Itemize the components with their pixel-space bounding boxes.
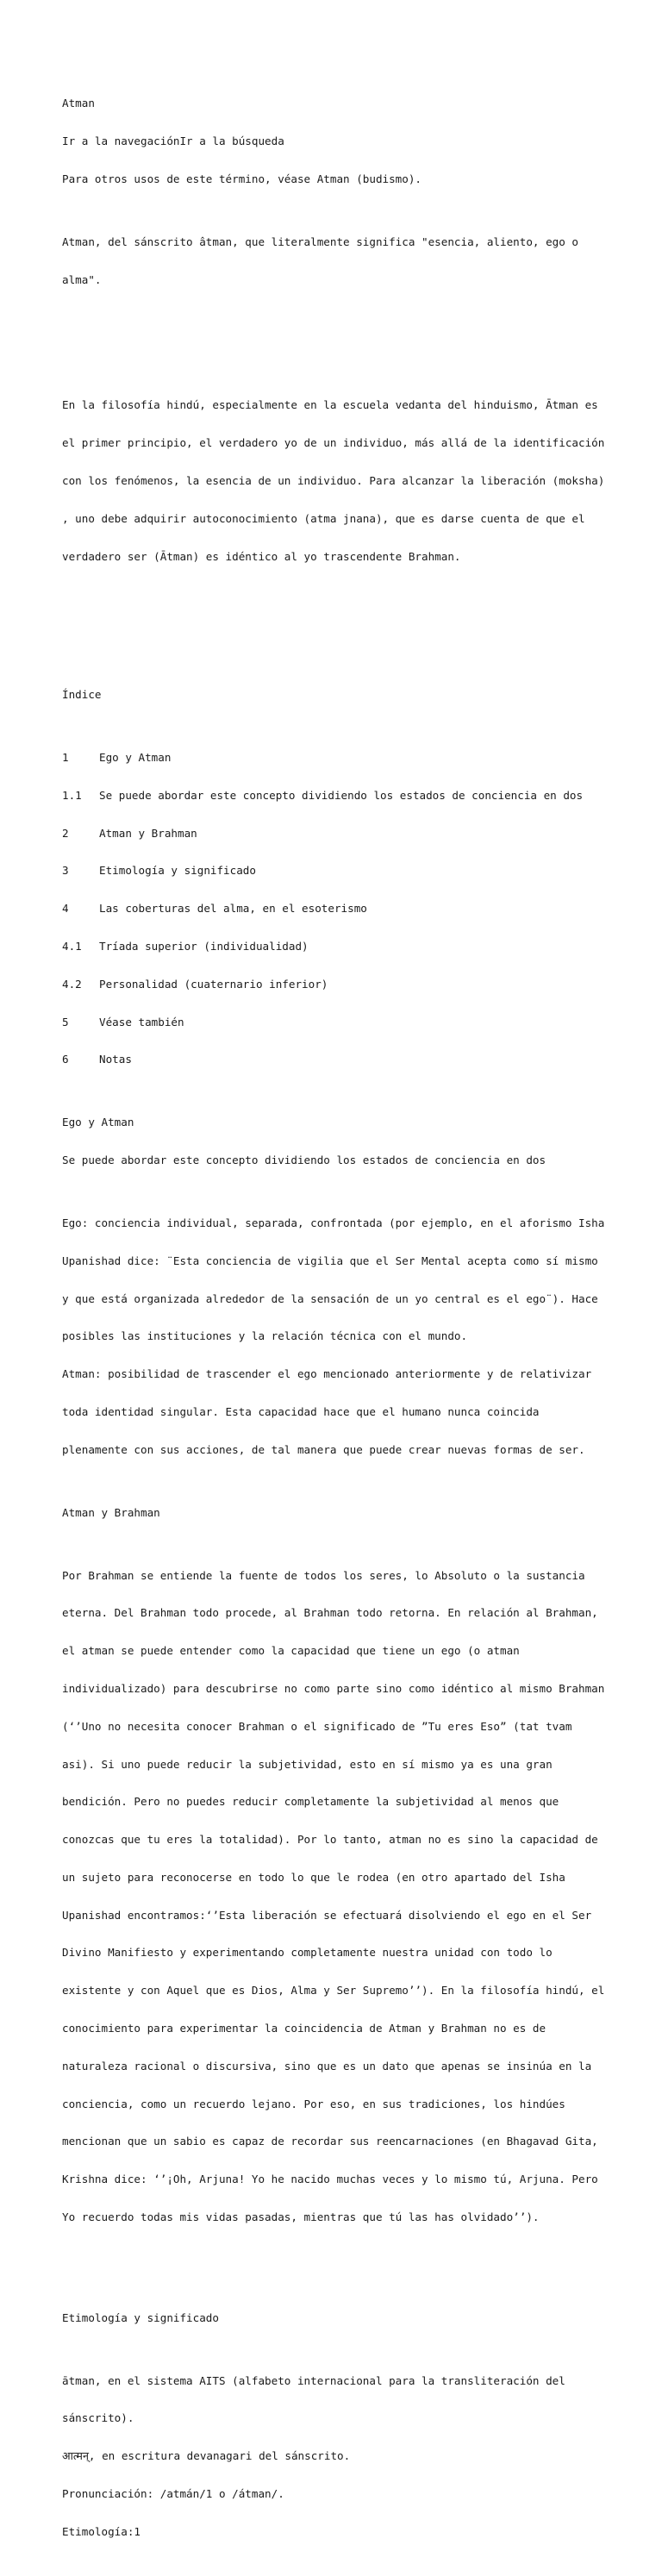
toc-label: Ego y Atman (99, 751, 172, 765)
etymology-line: आत्मन्, en escritura devanagari del sánscrito. (62, 2449, 351, 2463)
section-heading-etymology: Etimología y significado (62, 2310, 219, 2324)
brahman-line: conozcas que tu eres la totalidad). Por lo tanto, atman no es sino la capacidad de (62, 1833, 598, 1847)
toc-number: 4.1 (62, 939, 82, 953)
ego-paragraph (62, 1192, 614, 1482)
toc-label: Atman y Brahman (99, 826, 197, 840)
toc-label: Las coberturas del alma, en el esoterismo (99, 902, 367, 916)
toc-number: 3 (62, 864, 69, 878)
brahman-line: Krishna dice: ‘’¡Oh, Arjuna! Yo he nacido muchas veces y lo mismo tú, Arjuna. Pero (62, 2173, 598, 2186)
spacer (62, 2274, 614, 2287)
etymology-line: Pronunciación: /atmán/1 o /átman/. (62, 2487, 284, 2500)
definition-paragraph (62, 211, 614, 312)
intro-line: verdadero ser (Ātman) es idéntico al yo trascendente Brahman. (62, 549, 461, 563)
brahman-line: conocimiento para experimentar la coincidencia de Atman y Brahman no es de (62, 2022, 546, 2035)
definition-line: Atman, del sánscrito âtman, que literalmente significa "esencia, aliento, ego o (62, 234, 578, 248)
intro-line: En la filosofía hindú, especialmente en la escuela vedanta del hinduismo, Ātman es (62, 398, 598, 412)
brahman-line: naturaleza racional o discursiva, sino que es un dato que apenas se insinúa en la (62, 2059, 592, 2073)
intro-line: el primer principio, el verdadero yo de un individuo, más allá de la identificación (62, 436, 605, 450)
brahman-line: mencionan que un sabio es capaz de recordar sus reencarnaciones (en Bhagavad Gita, (62, 2135, 598, 2148)
toc-item[interactable] (62, 752, 614, 765)
toc-item[interactable] (62, 903, 614, 916)
ego-line: toda identidad singular. Esta capacidad hace que el humano nunca coincida (62, 1404, 540, 1418)
ego-line: y que está organizada alrededor de la sensación de un yo central es el ego¨). Hace (62, 1291, 598, 1305)
toc-item[interactable] (62, 941, 614, 953)
section-heading-ego: Ego y Atman (62, 1116, 134, 1129)
intro-line: con los fenómenos, la esencia de un individuo. Para alcanzar la liberación (moksha) (62, 474, 605, 487)
toc-number: 1 (62, 751, 69, 765)
etymology-line: ātman, en el sistema AITS (alfabeto internacional para la transliteración del (62, 2373, 565, 2387)
toc-title: Índice (62, 688, 102, 702)
toc-item[interactable] (62, 865, 614, 878)
intro-paragraph (62, 374, 614, 588)
toc-item[interactable] (62, 828, 614, 841)
spacer (62, 651, 614, 664)
brahman-line: asi). Si uno puede reducir la subjetividad, esto en sí mismo ya es una gran (62, 1757, 553, 1771)
toc-item[interactable] (62, 1016, 614, 1029)
toc-label: Etimología y significado (99, 864, 256, 878)
definition-line: alma". (62, 272, 102, 286)
toc-label: Tríada superior (individualidad) (99, 939, 309, 953)
table-of-contents (62, 727, 614, 1091)
subsection-heading-ego: Se puede abordar este concepto dividiendo los estados de conciencia en dos (62, 1154, 546, 1167)
document-page (62, 72, 614, 2576)
section-heading-brahman: Atman y Brahman (62, 1505, 160, 1519)
toc-label: Se puede abordar este concepto dividiendo los estados de conciencia en dos (99, 788, 584, 802)
doc-title: Atman (62, 97, 95, 110)
brahman-line: individualizado) para descubrirse no como parte sino como idéntico al mismo Brahman (62, 1682, 605, 1695)
brahman-line: existente y con Aquel que es Dios, Alma y Ser Supremo’’). En la filosofía hindú, el (62, 1984, 605, 1998)
toc-label: Personalidad (cuaternario inferior) (99, 977, 328, 991)
nav-links: Ir a la navegaciónIr a la búsqueda (62, 134, 284, 147)
ego-line: Atman: posibilidad de trascender el ego mencionado anteriormente y de relativizar (62, 1367, 592, 1381)
toc-item[interactable] (62, 979, 614, 991)
brahman-line: conciencia, como un recuerdo lejano. Por eso, en sus tradiciones, los hindúes (62, 2097, 565, 2110)
toc-item[interactable] (62, 790, 614, 803)
intro-line: , uno debe adquirir autoconocimiento (atma jnana), que es darse cuenta de que el (62, 511, 585, 525)
toc-number: 6 (62, 1053, 69, 1066)
toc-label: Véase también (99, 1015, 184, 1029)
etymology-line: sánscrito). (62, 2411, 134, 2425)
toc-number: 4 (62, 902, 69, 916)
spacer (62, 336, 614, 349)
other-uses-note: Para otros usos de este término, véase Atman (budismo). (62, 172, 422, 185)
brahman-line: un sujeto para reconocerse en todo lo que le rodea (en otro apartado del Isha (62, 1870, 565, 1884)
spacer (62, 614, 614, 627)
brahman-line: bendición. Pero no puedes reducir completamente la subjetividad al menos que (62, 1795, 559, 1809)
ego-line: posibles las instituciones y la relación técnica con el mundo. (62, 1329, 468, 1343)
brahman-line: Upanishad encontramos:‘’Esta liberación se efectuará disolviendo el ego en el Ser (62, 1908, 592, 1922)
brahman-line: el atman se puede entender como la capacidad que tiene un ego (o atman (62, 1644, 520, 1658)
brahman-line: Divino Manifiesto y experimentando completamente nuestra unidad con todo lo (62, 1946, 553, 1960)
toc-item[interactable] (62, 1054, 614, 1066)
brahman-line: eterna. Del Brahman todo procede, al Brahman todo retorna. En relación al Brahman, (62, 1606, 598, 1620)
etymology-paragraph (62, 2349, 614, 2563)
etymology-line: Etimología:1 (62, 2524, 141, 2538)
brahman-line: Por Brahman se entiende la fuente de todos los seres, lo Absoluto o la sustancia (62, 1568, 585, 1582)
toc-number: 4.2 (62, 977, 82, 991)
brahman-paragraph (62, 1544, 614, 2248)
ego-line: Upanishad dice: ¨Esta conciencia de vigilia que el Ser Mental acepta como sí mismo (62, 1254, 598, 1267)
toc-label: Notas (99, 1053, 132, 1066)
toc-number: 1.1 (62, 788, 82, 802)
toc-number: 2 (62, 826, 69, 840)
toc-number: 5 (62, 1015, 69, 1029)
ego-line: plenamente con sus acciones, de tal manera que puede crear nuevas formas de ser. (62, 1442, 585, 1456)
brahman-line: Yo recuerdo todas mis vidas pasadas, mientras que tú las has olvidado’’). (62, 2210, 540, 2223)
brahman-line: (‘’Uno no necesita conocer Brahman o el significado de ”Tu eres Eso” (tat tvam (62, 1719, 572, 1733)
ego-line: Ego: conciencia individual, separada, confrontada (por ejemplo, en el aforismo Isha (62, 1216, 605, 1230)
